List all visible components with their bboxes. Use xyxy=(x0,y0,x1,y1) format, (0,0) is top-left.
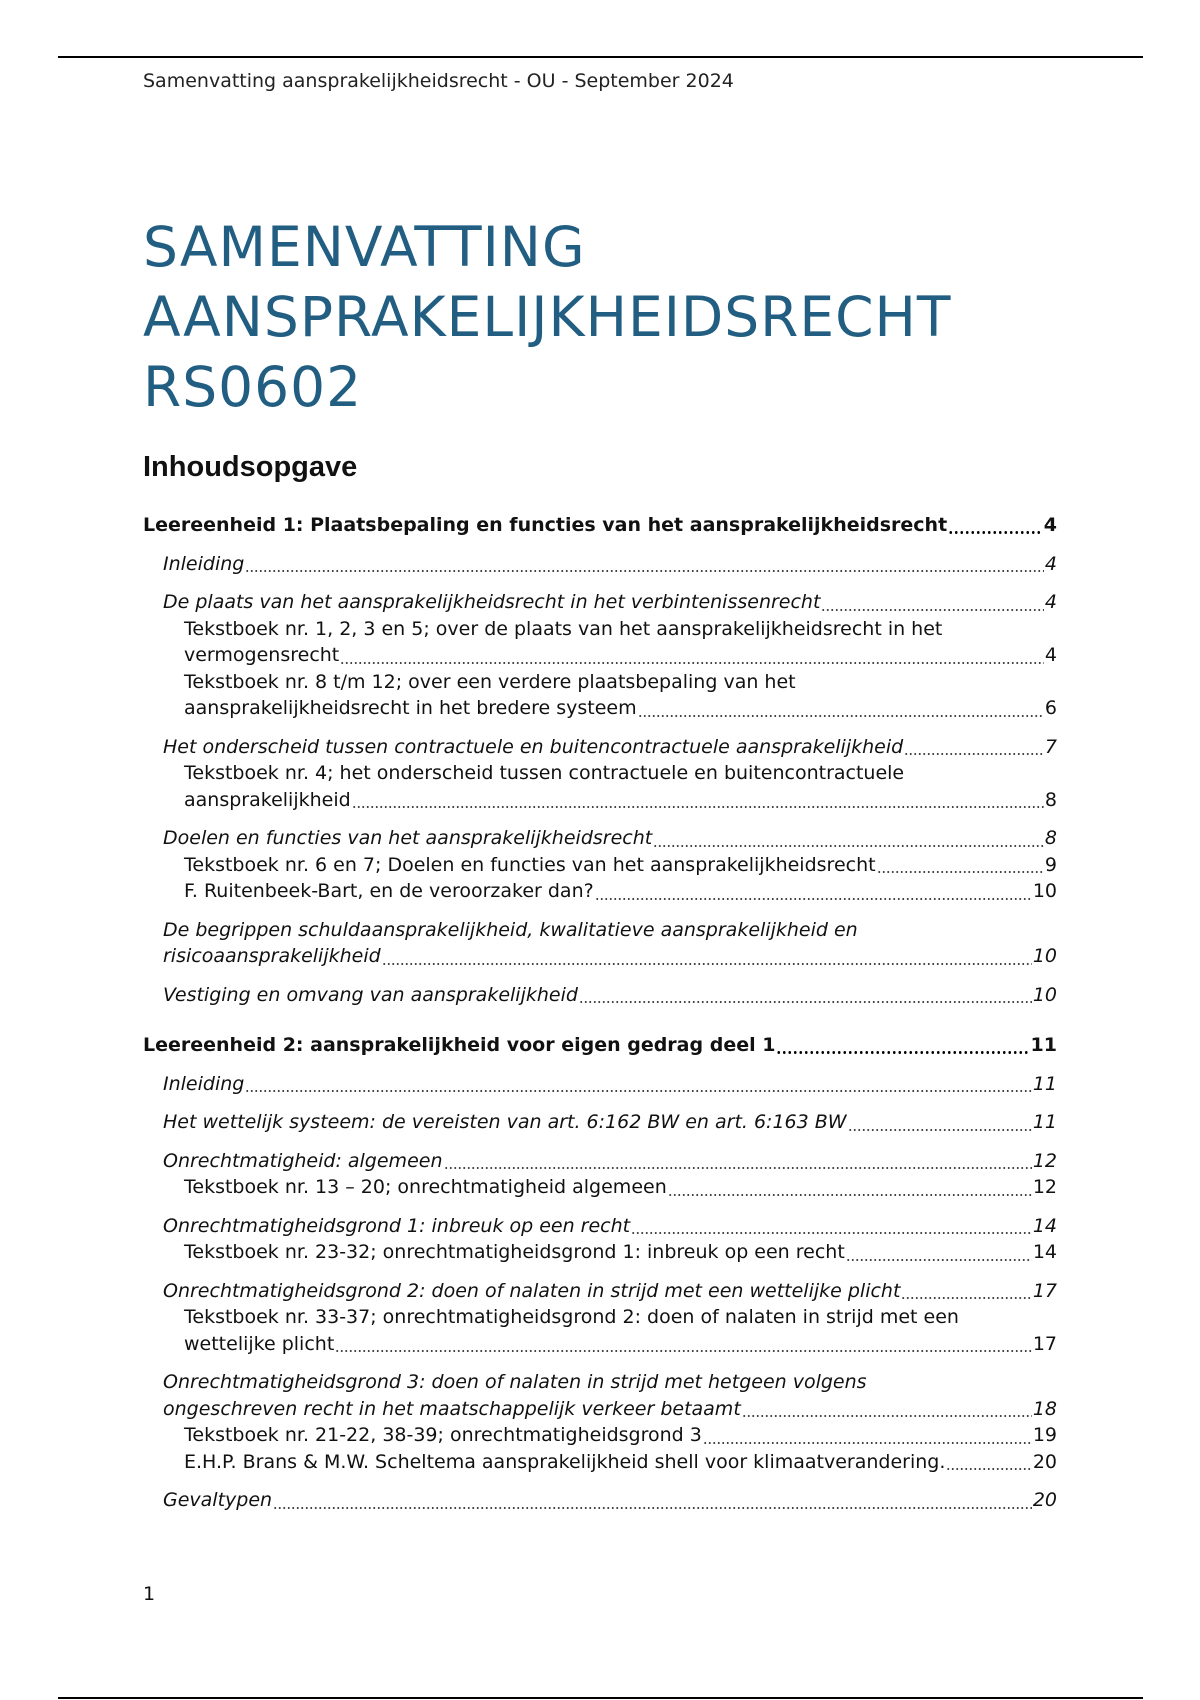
toc-leader-dots xyxy=(579,982,1032,1009)
toc-entry-page: 17 xyxy=(1032,1279,1057,1302)
toc-leader-dots xyxy=(904,734,1044,761)
toc-entry-page: 11 xyxy=(1030,1034,1057,1056)
toc-entry-title: Inleiding xyxy=(163,552,245,575)
toc-entry-page: 11 xyxy=(1032,1072,1057,1095)
toc-entry[interactable] xyxy=(143,1369,1057,1422)
toc-entry-title: Leereenheid 2: aansprakelijkheid voor eigen gedrag deel 1 xyxy=(143,1034,776,1056)
toc-entry[interactable] xyxy=(143,512,1057,539)
toc-entry-title: ongeschreven recht in het maatschappelijk verkeer betaamt xyxy=(163,1397,741,1420)
toc-entry-title: vermogensrecht xyxy=(184,644,340,666)
toc-entry-page: 14 xyxy=(1032,1241,1057,1263)
toc-entry-page: 20 xyxy=(1032,1489,1057,1511)
toc-entry[interactable] xyxy=(143,1148,1057,1175)
toc-entry-page: 4 xyxy=(1043,514,1057,536)
toc-entry-title: Gevaltypen xyxy=(163,1489,273,1511)
toc-entry-title: Het onderscheid tussen contractuele en buitencontractuele aansprakelijkheid xyxy=(163,735,904,758)
toc-entry-page: 12 xyxy=(1032,1149,1057,1172)
toc-entry[interactable] xyxy=(143,760,1057,813)
toc-entry-title: F. Ruitenbeek-Bart, en de veroorzaker dan? xyxy=(184,880,594,902)
toc-entry-title: Het wettelijk systeem: de vereisten van art. 6:162 BW en art. 6:163 BW xyxy=(163,1111,847,1133)
document-title xyxy=(143,212,952,422)
toc-entry-title: risicoaansprakelijkheid xyxy=(163,945,381,967)
toc-leader-dots xyxy=(595,878,1032,905)
toc-leader-dots xyxy=(631,1213,1032,1240)
toc-entry[interactable] xyxy=(143,1032,1057,1059)
toc-entry-page: 11 xyxy=(1032,1111,1057,1133)
toc-entry[interactable] xyxy=(143,734,1057,761)
toc-entry-page: 10 xyxy=(1032,880,1057,902)
toc-entry[interactable] xyxy=(143,825,1057,852)
toc-entry-page: 14 xyxy=(1032,1214,1057,1237)
toc-entry[interactable] xyxy=(143,589,1057,616)
toc-entry-text-line1: Tekstboek nr. 1, 2, 3 en 5; over de plaats van het aansprakelijkheidsrecht in het xyxy=(184,617,943,640)
toc-entry[interactable] xyxy=(143,917,1057,970)
footer-rule xyxy=(58,1697,1143,1699)
toc-leader-dots xyxy=(273,1487,1032,1514)
toc-heading: Inhoudsopgave xyxy=(143,451,358,483)
toc-entry[interactable] xyxy=(143,551,1057,578)
title-line-3: RS0602 xyxy=(143,355,363,419)
toc-entry-page: 12 xyxy=(1032,1176,1057,1198)
page-number: 1 xyxy=(143,1583,156,1605)
toc-leader-dots xyxy=(946,1449,1031,1476)
toc-entry-page: 20 xyxy=(1032,1450,1057,1473)
toc-entry-text-line1: De begrippen schuldaansprakelijkheid, kwalitatieve aansprakelijkheid en xyxy=(163,918,858,941)
toc-leader-dots xyxy=(848,1109,1032,1136)
toc-leader-dots xyxy=(877,852,1044,879)
toc-entry-title: aansprakelijkheid xyxy=(184,788,351,811)
toc-leader-dots xyxy=(653,825,1044,852)
toc-entry-title: aansprakelijkheidsrecht in het bredere systeem xyxy=(184,697,637,719)
toc-entry-title: Tekstboek nr. 6 en 7; Doelen en functies van het aansprakelijkheidsrecht xyxy=(184,853,876,876)
toc-leader-dots xyxy=(703,1422,1032,1449)
toc-leader-dots xyxy=(776,1032,1029,1059)
toc-entry-page: 17 xyxy=(1032,1332,1057,1355)
toc-entry-page: 8 xyxy=(1044,788,1057,811)
toc-entry[interactable] xyxy=(143,1449,1057,1476)
toc-entry-title: Onrechtmatigheidsgrond 2: doen of nalaten in strijd met een wettelijke plicht xyxy=(163,1279,901,1302)
toc-entry-title: Doelen en functies van het aansprakelijkheidsrecht xyxy=(163,827,653,849)
toc-entry[interactable] xyxy=(143,1239,1057,1266)
toc-leader-dots xyxy=(382,943,1032,970)
toc-entry-title: De plaats van het aansprakelijkheidsrecht in het verbintenissenrecht xyxy=(163,591,821,613)
toc-entry-title: Tekstboek nr. 13 – 20; onrechtmatigheid algemeen xyxy=(184,1176,667,1198)
toc-entry[interactable] xyxy=(143,1487,1057,1514)
toc-leader-dots xyxy=(340,642,1044,669)
toc-leader-dots xyxy=(352,787,1044,814)
toc-entry-title: Tekstboek nr. 23-32; onrechtmatigheidsgrond 1: inbreuk op een recht xyxy=(184,1241,845,1263)
toc-entry[interactable] xyxy=(143,1278,1057,1305)
toc-leader-dots xyxy=(638,695,1044,722)
toc-entry-page: 10 xyxy=(1032,983,1057,1006)
toc-entry-page: 19 xyxy=(1032,1424,1057,1446)
toc-entry-title: Tekstboek nr. 21-22, 38-39; onrechtmatigheidsgrond 3 xyxy=(184,1424,702,1446)
toc-entry-text-line1: Tekstboek nr. 8 t/m 12; over een verdere plaatsbepaling van het xyxy=(184,670,796,693)
toc-leader-dots xyxy=(948,512,1043,539)
header-rule xyxy=(58,56,1143,58)
toc-entry-page: 8 xyxy=(1044,827,1057,849)
toc-leader-dots xyxy=(901,1278,1031,1305)
toc-entry[interactable] xyxy=(143,982,1057,1009)
toc-entry-title: Vestiging en omvang van aansprakelijkheid xyxy=(163,983,578,1006)
toc-entry-page: 4 xyxy=(1044,644,1057,666)
toc-entry[interactable] xyxy=(143,878,1057,905)
toc-entry[interactable] xyxy=(143,1213,1057,1240)
toc-entry-page: 18 xyxy=(1032,1397,1057,1420)
toc-entry-title: Leereenheid 1: Plaatsbepaling en functies van het aansprakelijkheidsrecht xyxy=(143,514,948,536)
toc-entry-title: wettelijke plicht xyxy=(184,1332,335,1355)
table-of-contents xyxy=(143,512,1057,1514)
toc-leader-dots xyxy=(846,1239,1032,1266)
toc-entry-page: 6 xyxy=(1044,697,1057,719)
title-line-1: SAMENVATTING xyxy=(143,215,586,279)
toc-entry-title: Inleiding xyxy=(163,1072,245,1095)
toc-entry[interactable] xyxy=(143,1109,1057,1136)
toc-entry-title: Onrechtmatigheidsgrond 1: inbreuk op een recht xyxy=(163,1214,631,1237)
toc-entry-page: 7 xyxy=(1044,735,1057,758)
toc-entry[interactable] xyxy=(143,1071,1057,1098)
toc-entry[interactable] xyxy=(143,1174,1057,1201)
toc-entry[interactable] xyxy=(143,616,1057,669)
toc-leader-dots xyxy=(335,1331,1032,1358)
toc-entry-text-line1: Tekstboek nr. 33-37; onrechtmatigheidsgrond 2: doen of nalaten in strijd met een xyxy=(184,1306,959,1328)
running-header: Samenvatting aansprakelijkheidsrecht - OU - September 2024 xyxy=(143,70,734,92)
toc-entry-page: 9 xyxy=(1044,853,1057,876)
toc-leader-dots xyxy=(821,589,1043,616)
toc-entry[interactable] xyxy=(143,669,1057,722)
toc-entry-page: 4 xyxy=(1044,591,1057,613)
toc-entry-title: E.H.P. Brans & M.W. Scheltema aansprakelijkheid shell voor klimaatverandering. xyxy=(184,1450,946,1473)
toc-leader-dots xyxy=(245,1071,1031,1098)
toc-entry-page: 4 xyxy=(1044,552,1057,575)
toc-leader-dots xyxy=(444,1148,1032,1175)
title-line-2: AANSPRAKELIJKHEIDSRECHT xyxy=(143,285,952,349)
toc-leader-dots xyxy=(742,1396,1032,1423)
toc-entry[interactable] xyxy=(143,1304,1057,1357)
toc-entry[interactable] xyxy=(143,1422,1057,1449)
toc-leader-dots xyxy=(668,1174,1032,1201)
toc-entry-text-line1: Tekstboek nr. 4; het onderscheid tussen contractuele en buitencontractuele xyxy=(184,762,905,784)
toc-entry[interactable] xyxy=(143,852,1057,879)
toc-entry-text-line1: Onrechtmatigheidsgrond 3: doen of nalaten in strijd met hetgeen volgens xyxy=(163,1371,867,1393)
toc-leader-dots xyxy=(245,551,1044,578)
toc-entry-page: 10 xyxy=(1032,945,1057,967)
toc-entry-title: Onrechtmatigheid: algemeen xyxy=(163,1149,443,1172)
